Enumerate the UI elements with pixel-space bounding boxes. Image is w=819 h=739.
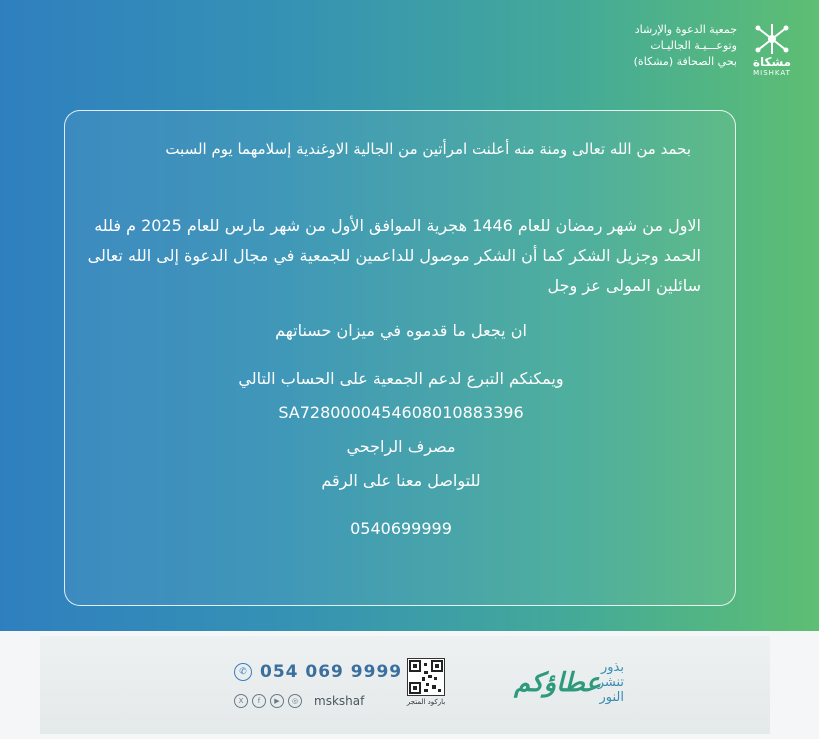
qr-caption: باركود المتجر (406, 698, 446, 706)
bank-name: مصرف الراجحي (346, 437, 456, 456)
announcement-card (64, 110, 736, 606)
instagram-icon[interactable]: ◎ (288, 694, 302, 708)
donation-line: ويمكنكم التبرع لدعم الجمعية على الحساب التالي (238, 369, 564, 388)
org-line-1: جمعية الدعوة والإرشاد (634, 23, 737, 36)
social-handle[interactable]: mskshaf (314, 694, 365, 708)
announcement-paragraph-2: الاول من شهر رمضان للعام 1446 هجرية الموافق الأول من شهر مارس للعام 2025 م فلله الحمد وجزيل الشكر كما أن الشكر موصول للداعمين للجمعية في مجال الدعوة إلى الله تعالى سائلين المولى عز وجل (87, 216, 701, 295)
prayer-line: ان يجعل ما قدموه في ميزان حسناتهم (275, 321, 527, 340)
logo-star-icon (752, 22, 792, 56)
contact-label: للتواصل معنا على الرقم (321, 471, 481, 490)
iban-number: SA7280000454608010883396 (278, 403, 524, 422)
logo-english-text: MISHKAT (753, 69, 791, 77)
logo-arabic-text: مشكاة (752, 55, 792, 69)
facebook-icon[interactable]: f (252, 694, 266, 708)
footer-phone-number: 054 069 9999 (260, 662, 403, 682)
mishkat-logo (747, 22, 797, 78)
org-line-3: بحي الصحافة (مشكاة) (633, 55, 737, 68)
social-links (234, 694, 364, 708)
tagline-main: عطاؤكم (514, 668, 602, 698)
youtube-icon[interactable]: ▶ (270, 694, 284, 708)
store-qr[interactable] (406, 658, 446, 706)
tagline-words: بذور تنشر النور (597, 660, 624, 705)
organization-name (634, 22, 737, 70)
campaign-tagline (514, 658, 624, 724)
footer-phone[interactable] (234, 662, 402, 682)
qr-code-icon (407, 658, 445, 696)
x-icon[interactable]: X (234, 694, 248, 708)
contact-number: 0540699999 (350, 519, 452, 538)
organization-header (634, 22, 797, 78)
footer-banner (40, 636, 770, 734)
org-line-2: وتوعـــيـة الجاليـات (650, 39, 737, 52)
phone-icon: ✆ (234, 663, 252, 681)
announcement-paragraph-1: بحمد من الله تعالى ومنة منه أعلنت امرأتين من الجالية الاوغندية إسلامهما يوم السبت (165, 140, 691, 158)
